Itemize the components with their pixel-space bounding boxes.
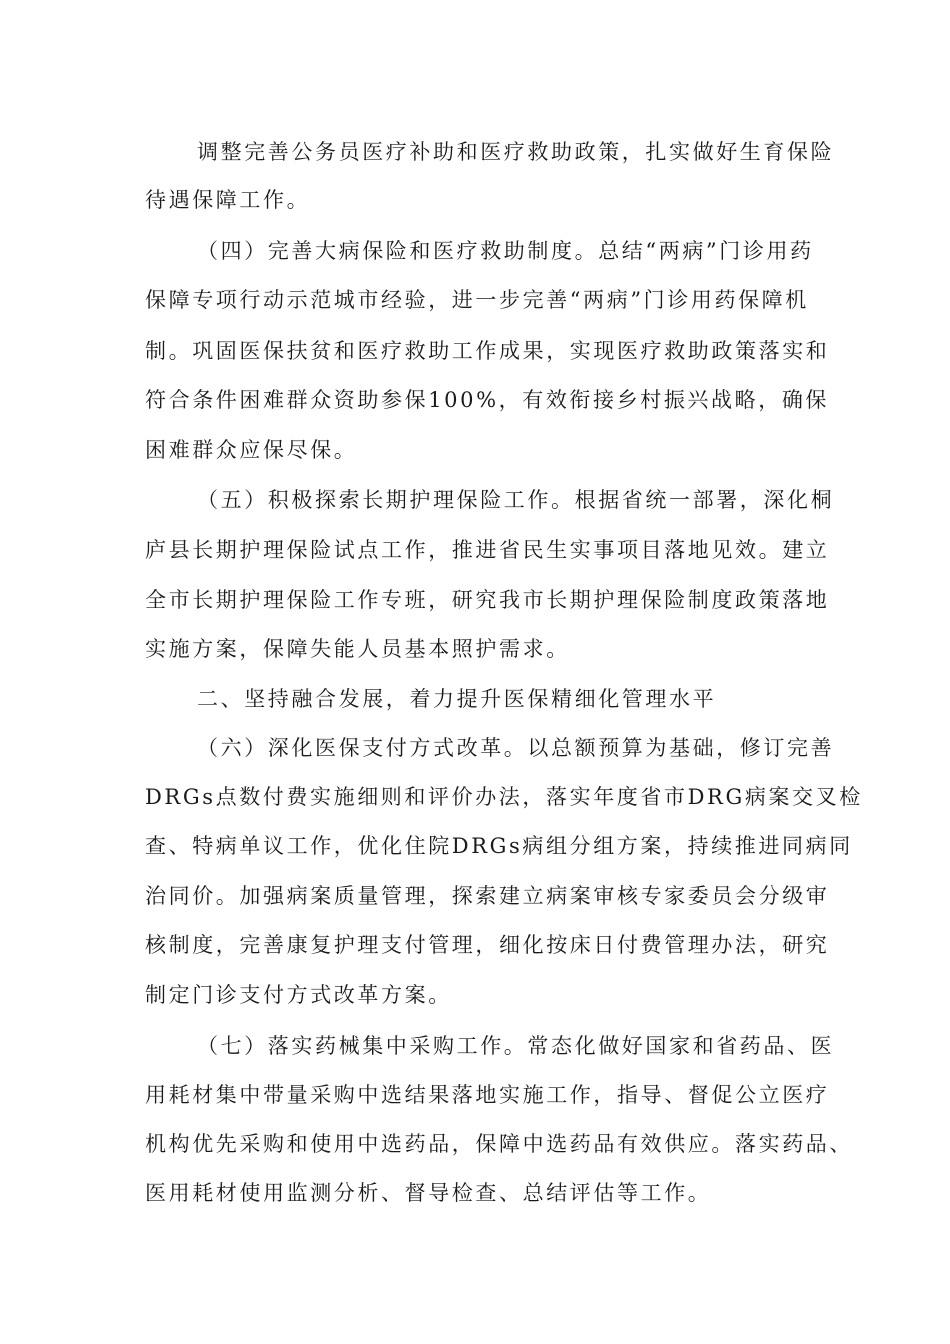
text-line: 全市长期护理保险工作专班，研究我市长期护理保险制度政策落地 (145, 588, 830, 612)
text-line: 困难群众应保尽保。 (145, 438, 358, 462)
text-line: 实施方案，保障失能人员基本照护需求。 (145, 637, 570, 661)
text-line: 查、特病单议工作，优化住院DRGs病组分组方案，持续推进同病同 (145, 834, 853, 858)
text-line: 治同价。加强病案质量管理，探索建立病案审核专家委员会分级审 (145, 884, 830, 908)
text-line: 保障专项行动示范城市经验，进一步完善“两病”门诊用药保障机 (145, 288, 809, 312)
text-line: 调整完善公务员医疗补助和医疗救助政策，扎实做好生育保险 (197, 140, 835, 164)
text-line: （五）积极探索长期护理保险工作。根据省统一部署，深化桐 (197, 488, 835, 512)
text-line: 符合条件困难群众资助参保100%，有效衔接乡村振兴战略，确保 (145, 388, 830, 412)
text-line: 用耗材集中带量采购中选结果落地实施工作，指导、督促公立医疗 (145, 1083, 830, 1107)
text-line: （七）落实药械集中采购工作。常态化做好国家和省药品、医 (197, 1034, 835, 1058)
text-line: 医用耗材使用监测分析、督导检查、总结评估等工作。 (145, 1181, 712, 1205)
text-line: 制。巩固医保扶贫和医疗救助工作成果，实现医疗救助政策落实和 (145, 339, 830, 363)
text-line: 制定门诊支付方式改革方案。 (145, 983, 452, 1007)
text-line: 待遇保障工作。 (145, 188, 311, 212)
section-heading: 二、坚持融合发展，着力提升医保精细化管理水平 (197, 687, 717, 711)
text-line: （四）完善大病保险和医疗救助制度。总结“两病”门诊用药 (197, 239, 814, 263)
text-line: 机构优先采购和使用中选药品，保障中选药品有效供应。落实药品、 (145, 1132, 853, 1156)
text-line: DRGs点数付费实施细则和评价办法，落实年度省市DRG病案交叉检 (145, 785, 863, 809)
text-line: 庐县长期护理保险试点工作，推进省民生实事项目落地见效。建立 (145, 538, 830, 562)
text-line: （六）深化医保支付方式改革。以总额预算为基础，修订完善 (197, 736, 835, 760)
text-line: 核制度，完善康复护理支付管理，细化按床日付费管理办法，研究 (145, 933, 830, 957)
